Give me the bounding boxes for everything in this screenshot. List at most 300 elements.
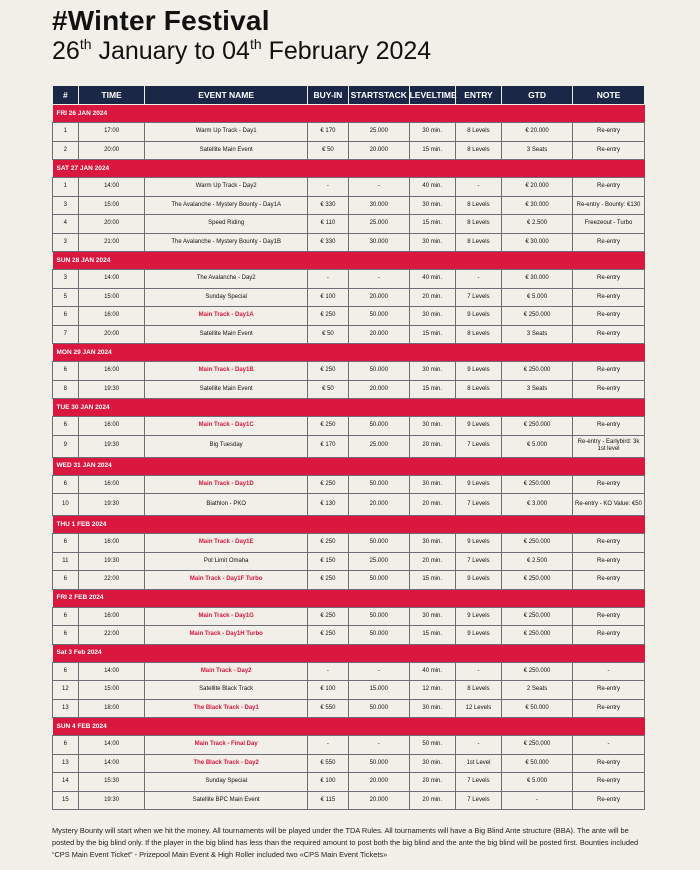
event-number: 6 bbox=[53, 662, 79, 681]
event-note: - bbox=[573, 662, 645, 681]
end-suffix: th bbox=[249, 36, 262, 52]
event-note: Re-entry bbox=[573, 307, 645, 326]
event-buy-in: € 550 bbox=[307, 754, 348, 773]
event-startstack: - bbox=[348, 736, 409, 755]
event-gtd: 3 Seats bbox=[502, 325, 573, 344]
day-label: THU 1 FEB 2024 bbox=[53, 516, 645, 534]
event-number: 3 bbox=[53, 233, 79, 252]
event-name: Biathlon - PKO bbox=[145, 494, 307, 516]
table-row bbox=[53, 681, 645, 700]
event-number: 9 bbox=[53, 435, 79, 457]
table-row bbox=[53, 270, 645, 289]
event-leveltime: 20 min. bbox=[409, 773, 455, 792]
event-entry: 7 Levels bbox=[455, 791, 501, 810]
table-row bbox=[53, 607, 645, 626]
event-number: 8 bbox=[53, 380, 79, 399]
event-entry: 8 Levels bbox=[455, 123, 501, 142]
event-buy-in: € 100 bbox=[307, 681, 348, 700]
event-note: Re-entry bbox=[573, 626, 645, 645]
day-header bbox=[53, 644, 645, 662]
event-entry: 12 Levels bbox=[455, 699, 501, 718]
event-number: 6 bbox=[53, 307, 79, 326]
event-startstack: 50.000 bbox=[348, 754, 409, 773]
event-gtd: € 30.000 bbox=[502, 233, 573, 252]
event-startstack: 25.000 bbox=[348, 552, 409, 571]
table-row bbox=[53, 662, 645, 681]
event-buy-in: - bbox=[307, 270, 348, 289]
event-startstack: 50.000 bbox=[348, 307, 409, 326]
event-entry: 1st Level bbox=[455, 754, 501, 773]
event-gtd: € 250.000 bbox=[502, 475, 573, 494]
event-startstack: 20.000 bbox=[348, 380, 409, 399]
event-entry: 8 Levels bbox=[455, 325, 501, 344]
event-name: The Avalanche - Day2 bbox=[145, 270, 307, 289]
event-time: 18:00 bbox=[78, 699, 145, 718]
event-buy-in: € 250 bbox=[307, 362, 348, 381]
event-leveltime: 30 min. bbox=[409, 699, 455, 718]
day-label: WED 31 JAN 2024 bbox=[53, 457, 645, 475]
event-startstack: 50.000 bbox=[348, 607, 409, 626]
event-number: 2 bbox=[53, 141, 79, 160]
event-entry: 8 Levels bbox=[455, 196, 501, 215]
event-time: 16:00 bbox=[78, 534, 145, 553]
event-gtd: € 20.000 bbox=[502, 178, 573, 197]
event-gtd: € 250.000 bbox=[502, 571, 573, 590]
table-row bbox=[53, 736, 645, 755]
event-time: 15:00 bbox=[78, 681, 145, 700]
day-header bbox=[53, 160, 645, 178]
event-leveltime: 40 min. bbox=[409, 662, 455, 681]
event-time: 15:00 bbox=[78, 288, 145, 307]
event-entry: - bbox=[455, 270, 501, 289]
table-row bbox=[53, 773, 645, 792]
event-buy-in: € 100 bbox=[307, 773, 348, 792]
event-time: 19:30 bbox=[78, 435, 145, 457]
event-entry: 9 Levels bbox=[455, 475, 501, 494]
day-header bbox=[53, 457, 645, 475]
event-leveltime: 20 min. bbox=[409, 791, 455, 810]
event-name: Satellite Main Event bbox=[145, 325, 307, 344]
event-buy-in: € 50 bbox=[307, 380, 348, 399]
event-note: Re-entry bbox=[573, 288, 645, 307]
event-name: The Avalanche - Mystery Bounty - Day1B bbox=[145, 233, 307, 252]
event-buy-in: € 110 bbox=[307, 215, 348, 234]
event-gtd: 2 Seats bbox=[502, 681, 573, 700]
event-time: 14:00 bbox=[78, 178, 145, 197]
event-name: Main Track - Day1E bbox=[145, 534, 307, 553]
start-day: 26 bbox=[52, 37, 80, 65]
event-entry: 7 Levels bbox=[455, 494, 501, 516]
event-note: Re-entry bbox=[573, 773, 645, 792]
event-startstack: 20.000 bbox=[348, 773, 409, 792]
event-name: Main Track - Day1A bbox=[145, 307, 307, 326]
table-row bbox=[53, 417, 645, 436]
col-note: NOTE bbox=[573, 86, 645, 105]
event-gtd: € 5.000 bbox=[502, 435, 573, 457]
event-gtd: € 250.000 bbox=[502, 307, 573, 326]
event-leveltime: 20 min. bbox=[409, 288, 455, 307]
day-header bbox=[53, 718, 645, 736]
event-number: 13 bbox=[53, 699, 79, 718]
event-startstack: 50.000 bbox=[348, 626, 409, 645]
event-startstack: 30.000 bbox=[348, 196, 409, 215]
day-label: SUN 28 JAN 2024 bbox=[53, 252, 645, 270]
event-buy-in: € 250 bbox=[307, 417, 348, 436]
event-startstack: - bbox=[348, 178, 409, 197]
event-time: 15:30 bbox=[78, 773, 145, 792]
event-entry: - bbox=[455, 736, 501, 755]
event-buy-in: € 115 bbox=[307, 791, 348, 810]
table-row bbox=[53, 534, 645, 553]
event-gtd: € 5.000 bbox=[502, 773, 573, 792]
event-time: 19:30 bbox=[78, 791, 145, 810]
day-label: SAT 27 JAN 2024 bbox=[53, 160, 645, 178]
col-entry: ENTRY bbox=[455, 86, 501, 105]
event-number: 1 bbox=[53, 123, 79, 142]
event-number: 6 bbox=[53, 626, 79, 645]
event-gtd: € 250.000 bbox=[502, 607, 573, 626]
event-note: Re-entry bbox=[573, 552, 645, 571]
event-startstack: 25.000 bbox=[348, 435, 409, 457]
event-startstack: - bbox=[348, 662, 409, 681]
event-number: 6 bbox=[53, 736, 79, 755]
event-leveltime: 20 min. bbox=[409, 435, 455, 457]
day-label: FRI 2 FEB 2024 bbox=[53, 589, 645, 607]
event-name: Main Track - Day2 bbox=[145, 662, 307, 681]
event-time: 16:00 bbox=[78, 475, 145, 494]
event-buy-in: € 100 bbox=[307, 288, 348, 307]
event-name: Satellite Main Event bbox=[145, 141, 307, 160]
event-startstack: 30.000 bbox=[348, 233, 409, 252]
day-header bbox=[53, 516, 645, 534]
event-gtd: 3 Seats bbox=[502, 380, 573, 399]
table-row bbox=[53, 123, 645, 142]
event-name: Warm Up Track - Day1 bbox=[145, 123, 307, 142]
event-number: 13 bbox=[53, 754, 79, 773]
event-number: 11 bbox=[53, 552, 79, 571]
event-time: 14:00 bbox=[78, 754, 145, 773]
table-row bbox=[53, 288, 645, 307]
event-leveltime: 50 min. bbox=[409, 736, 455, 755]
event-time: 17:00 bbox=[78, 123, 145, 142]
event-number: 4 bbox=[53, 215, 79, 234]
event-startstack: 50.000 bbox=[348, 571, 409, 590]
event-gtd: € 2.500 bbox=[502, 215, 573, 234]
event-leveltime: 20 min. bbox=[409, 552, 455, 571]
event-entry: 8 Levels bbox=[455, 681, 501, 700]
start-suffix: th bbox=[79, 36, 92, 52]
event-time: 14:00 bbox=[78, 736, 145, 755]
event-startstack: 20.000 bbox=[348, 325, 409, 344]
event-time: 16:00 bbox=[78, 417, 145, 436]
event-gtd: € 250.000 bbox=[502, 534, 573, 553]
event-startstack: 25.000 bbox=[348, 215, 409, 234]
event-name: Warm Up Track - Day2 bbox=[145, 178, 307, 197]
event-leveltime: 15 min. bbox=[409, 215, 455, 234]
day-label: TUE 30 JAN 2024 bbox=[53, 399, 645, 417]
page-title: #Winter Festival bbox=[52, 5, 270, 36]
table-row bbox=[53, 552, 645, 571]
event-entry: 9 Levels bbox=[455, 571, 501, 590]
event-buy-in: € 330 bbox=[307, 196, 348, 215]
event-gtd: € 250.000 bbox=[502, 662, 573, 681]
event-startstack: 20.000 bbox=[348, 141, 409, 160]
event-leveltime: 20 min. bbox=[409, 494, 455, 516]
event-note: Re-entry bbox=[573, 325, 645, 344]
event-note: Re-entry bbox=[573, 571, 645, 590]
event-startstack: 50.000 bbox=[348, 699, 409, 718]
event-time: 19:30 bbox=[78, 380, 145, 399]
event-leveltime: 30 min. bbox=[409, 754, 455, 773]
event-note: Re-entry bbox=[573, 791, 645, 810]
event-entry: 8 Levels bbox=[455, 380, 501, 399]
event-gtd: € 3.000 bbox=[502, 494, 573, 516]
event-startstack: 15.000 bbox=[348, 681, 409, 700]
event-number: 15 bbox=[53, 791, 79, 810]
event-name: Main Track - Day1F Turbo bbox=[145, 571, 307, 590]
event-name: Sunday Special bbox=[145, 288, 307, 307]
event-gtd: € 250.000 bbox=[502, 736, 573, 755]
event-note: Re-entry bbox=[573, 607, 645, 626]
event-leveltime: 15 min. bbox=[409, 380, 455, 399]
event-gtd: € 5.000 bbox=[502, 288, 573, 307]
col-time: TIME bbox=[78, 86, 145, 105]
table-row bbox=[53, 325, 645, 344]
event-note: - bbox=[573, 736, 645, 755]
event-name: Main Track - Day1G bbox=[145, 607, 307, 626]
event-name: Satellite BPC Main Event bbox=[145, 791, 307, 810]
event-buy-in: € 150 bbox=[307, 552, 348, 571]
event-name: Big Tuesday bbox=[145, 435, 307, 457]
event-note: Re-entry bbox=[573, 178, 645, 197]
event-time: 14:00 bbox=[78, 270, 145, 289]
event-time: 22:00 bbox=[78, 571, 145, 590]
event-gtd: € 2.500 bbox=[502, 552, 573, 571]
event-gtd: € 250.000 bbox=[502, 626, 573, 645]
event-note: Re-entry bbox=[573, 534, 645, 553]
event-leveltime: 15 min. bbox=[409, 325, 455, 344]
event-startstack: 50.000 bbox=[348, 362, 409, 381]
event-entry: 7 Levels bbox=[455, 552, 501, 571]
day-header bbox=[53, 252, 645, 270]
event-entry: 7 Levels bbox=[455, 773, 501, 792]
event-number: 6 bbox=[53, 571, 79, 590]
table-row bbox=[53, 435, 645, 457]
event-buy-in: € 250 bbox=[307, 626, 348, 645]
event-startstack: 20.000 bbox=[348, 494, 409, 516]
event-name: Satellite Main Event bbox=[145, 380, 307, 399]
table-row bbox=[53, 380, 645, 399]
event-note: Re-entry bbox=[573, 754, 645, 773]
table-row bbox=[53, 494, 645, 516]
event-name: The Black Track - Day1 bbox=[145, 699, 307, 718]
event-entry: 8 Levels bbox=[455, 141, 501, 160]
table-row bbox=[53, 196, 645, 215]
schedule-table bbox=[52, 85, 645, 810]
event-buy-in: € 170 bbox=[307, 435, 348, 457]
event-buy-in: € 250 bbox=[307, 475, 348, 494]
event-entry: 9 Levels bbox=[455, 362, 501, 381]
event-leveltime: 30 min. bbox=[409, 417, 455, 436]
event-entry: 9 Levels bbox=[455, 626, 501, 645]
event-number: 7 bbox=[53, 325, 79, 344]
event-time: 14:00 bbox=[78, 662, 145, 681]
event-entry: 8 Levels bbox=[455, 233, 501, 252]
col-gtd: GTD bbox=[502, 86, 573, 105]
table-row bbox=[53, 178, 645, 197]
event-time: 19:30 bbox=[78, 552, 145, 571]
table-header bbox=[53, 86, 645, 105]
event-leveltime: 30 min. bbox=[409, 233, 455, 252]
event-leveltime: 15 min. bbox=[409, 141, 455, 160]
day-label: FRI 26 JAN 2024 bbox=[53, 105, 645, 123]
event-buy-in: € 170 bbox=[307, 123, 348, 142]
table-row bbox=[53, 307, 645, 326]
col-num: # bbox=[53, 86, 79, 105]
table-row bbox=[53, 362, 645, 381]
col-buy-in: BUY-IN bbox=[307, 86, 348, 105]
event-number: 12 bbox=[53, 681, 79, 700]
event-note: Freezeout - Turbo bbox=[573, 215, 645, 234]
event-startstack: 20.000 bbox=[348, 791, 409, 810]
event-note: Re-entry bbox=[573, 362, 645, 381]
event-name: Main Track - Day1C bbox=[145, 417, 307, 436]
event-entry: 8 Levels bbox=[455, 215, 501, 234]
event-gtd: € 20.000 bbox=[502, 123, 573, 142]
event-name: Main Track - Final Day bbox=[145, 736, 307, 755]
event-name: Main Track - Day1D bbox=[145, 475, 307, 494]
day-label: MON 29 JAN 2024 bbox=[53, 344, 645, 362]
event-note: Re-entry - Bounty: €130 bbox=[573, 196, 645, 215]
event-leveltime: 30 min. bbox=[409, 607, 455, 626]
event-name: Pot Limit Omaha bbox=[145, 552, 307, 571]
col-leveltime: LEVELTIME bbox=[409, 86, 455, 105]
event-note: Re-entry bbox=[573, 417, 645, 436]
event-gtd: € 50.000 bbox=[502, 699, 573, 718]
event-leveltime: 30 min. bbox=[409, 307, 455, 326]
date-middle: January to 04 bbox=[98, 37, 250, 65]
event-buy-in: - bbox=[307, 662, 348, 681]
event-number: 1 bbox=[53, 178, 79, 197]
event-buy-in: € 250 bbox=[307, 571, 348, 590]
event-startstack: - bbox=[348, 270, 409, 289]
event-startstack: 25.000 bbox=[348, 123, 409, 142]
event-name: The Black Track - Day2 bbox=[145, 754, 307, 773]
event-name: The Avalanche - Mystery Bounty - Day1A bbox=[145, 196, 307, 215]
event-gtd: € 250.000 bbox=[502, 417, 573, 436]
table-row bbox=[53, 475, 645, 494]
event-number: 6 bbox=[53, 607, 79, 626]
event-buy-in: - bbox=[307, 178, 348, 197]
event-note: Re-entry bbox=[573, 380, 645, 399]
event-number: 3 bbox=[53, 270, 79, 289]
event-leveltime: 30 min. bbox=[409, 534, 455, 553]
day-header bbox=[53, 589, 645, 607]
day-header bbox=[53, 105, 645, 123]
col-startstack: STARTSTACK bbox=[348, 86, 409, 105]
event-leveltime: 30 min. bbox=[409, 475, 455, 494]
event-gtd: 3 Seats bbox=[502, 141, 573, 160]
event-entry: 9 Levels bbox=[455, 417, 501, 436]
event-name: Speed Riding bbox=[145, 215, 307, 234]
event-buy-in: € 130 bbox=[307, 494, 348, 516]
event-number: 10 bbox=[53, 494, 79, 516]
event-buy-in: € 50 bbox=[307, 141, 348, 160]
event-note: Re-entry bbox=[573, 123, 645, 142]
event-entry: 7 Levels bbox=[455, 288, 501, 307]
event-time: 16:00 bbox=[78, 362, 145, 381]
event-number: 14 bbox=[53, 773, 79, 792]
event-note: Re-entry bbox=[573, 233, 645, 252]
event-number: 5 bbox=[53, 288, 79, 307]
event-note: Re-entry - KO Value: €50 bbox=[573, 494, 645, 516]
event-gtd: € 50.000 bbox=[502, 754, 573, 773]
event-number: 3 bbox=[53, 196, 79, 215]
event-note: Re-entry bbox=[573, 681, 645, 700]
event-leveltime: 15 min. bbox=[409, 626, 455, 645]
event-leveltime: 40 min. bbox=[409, 270, 455, 289]
event-name: Main Track - Day1H Turbo bbox=[145, 626, 307, 645]
event-time: 20:00 bbox=[78, 141, 145, 160]
table-row bbox=[53, 233, 645, 252]
event-gtd: - bbox=[502, 791, 573, 810]
table-row bbox=[53, 571, 645, 590]
event-number: 6 bbox=[53, 362, 79, 381]
table-row bbox=[53, 754, 645, 773]
event-buy-in: € 50 bbox=[307, 325, 348, 344]
event-leveltime: 30 min. bbox=[409, 362, 455, 381]
event-time: 20:00 bbox=[78, 325, 145, 344]
event-leveltime: 30 min. bbox=[409, 196, 455, 215]
event-name: Main Track - Day1B bbox=[145, 362, 307, 381]
day-header bbox=[53, 344, 645, 362]
event-note: Re-entry bbox=[573, 475, 645, 494]
event-name: Sunday Special bbox=[145, 773, 307, 792]
event-entry: - bbox=[455, 662, 501, 681]
event-note: Re-entry bbox=[573, 270, 645, 289]
table-row bbox=[53, 626, 645, 645]
event-name: Satellite Black Track bbox=[145, 681, 307, 700]
table-row bbox=[53, 215, 645, 234]
event-startstack: 50.000 bbox=[348, 475, 409, 494]
event-startstack: 20.000 bbox=[348, 288, 409, 307]
event-gtd: € 250.000 bbox=[502, 362, 573, 381]
event-entry: 9 Levels bbox=[455, 307, 501, 326]
event-entry: - bbox=[455, 178, 501, 197]
event-leveltime: 12 min. bbox=[409, 681, 455, 700]
event-note: Re-entry - Earlybird: 3k 1st level bbox=[573, 435, 645, 457]
event-gtd: € 30.000 bbox=[502, 196, 573, 215]
event-entry: 9 Levels bbox=[455, 607, 501, 626]
event-note: Re-entry bbox=[573, 699, 645, 718]
event-note: Re-entry bbox=[573, 141, 645, 160]
table-row bbox=[53, 141, 645, 160]
event-leveltime: 30 min. bbox=[409, 123, 455, 142]
event-buy-in: € 250 bbox=[307, 534, 348, 553]
date-end: February 2024 bbox=[268, 37, 432, 65]
table-row bbox=[53, 699, 645, 718]
event-entry: 7 Levels bbox=[455, 435, 501, 457]
event-time: 19:30 bbox=[78, 494, 145, 516]
event-time: 16:00 bbox=[78, 607, 145, 626]
event-time: 15:00 bbox=[78, 196, 145, 215]
event-leveltime: 15 min. bbox=[409, 571, 455, 590]
event-number: 6 bbox=[53, 417, 79, 436]
event-buy-in: € 250 bbox=[307, 307, 348, 326]
event-gtd: € 30.000 bbox=[502, 270, 573, 289]
date-range bbox=[52, 37, 431, 66]
event-buy-in: € 330 bbox=[307, 233, 348, 252]
